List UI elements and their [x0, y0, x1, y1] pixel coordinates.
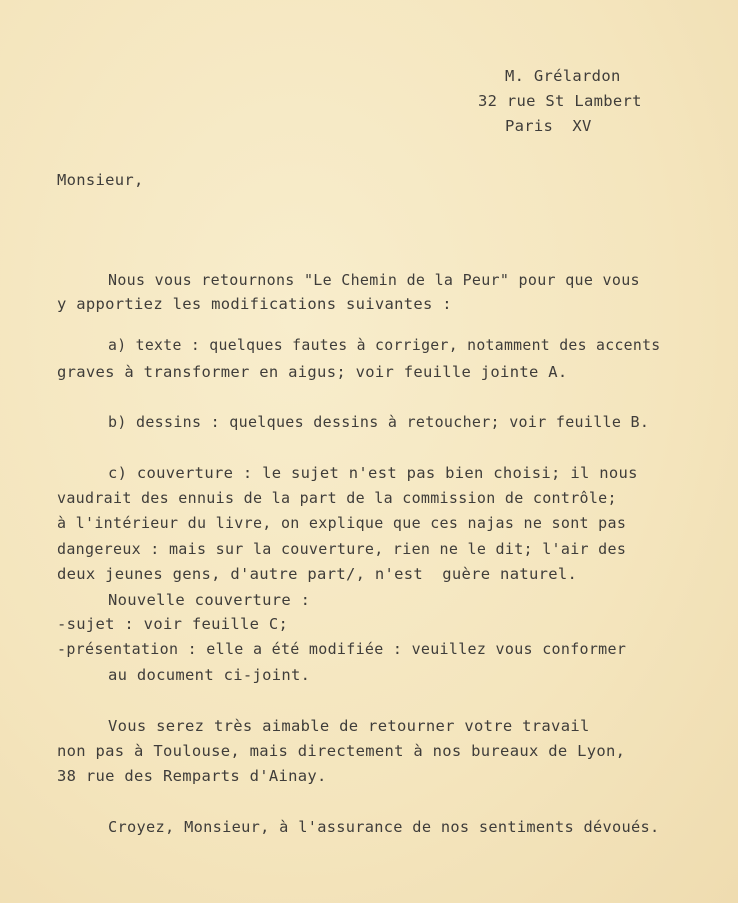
- return-line-3: 38 rue des Remparts d'Ainay.: [57, 767, 327, 785]
- item-c-line-2: vaudrait des ennuis de la part de la commission de contrôle;: [57, 489, 617, 507]
- recipient-city: Paris XV: [505, 117, 592, 135]
- new-cover-presentation: -présentation : elle a été modifiée : veuillez vous conformer: [57, 640, 627, 658]
- new-cover-presentation-cont: au document ci-joint.: [108, 666, 311, 684]
- item-a-line-1: a) texte : quelques fautes à corriger, notamment des accents: [108, 337, 661, 354]
- item-a-line-2: graves à transformer en aigus; voir feuille jointe A.: [57, 363, 568, 381]
- item-c-line-3: à l'intérieur du livre, on explique que ces najas ne sont pas: [57, 514, 627, 532]
- item-c-line-5: deux jeunes gens, d'autre part/, n'est guère naturel.: [57, 565, 578, 583]
- recipient-name: M. Grélardon: [505, 67, 621, 85]
- return-line-2: non pas à Toulouse, mais directement à nos bureaux de Lyon,: [57, 742, 626, 760]
- item-c-line-4: dangereux : mais sur la couverture, rien ne le dit; l'air des: [57, 540, 627, 558]
- closing-formula: Croyez, Monsieur, à l'assurance de nos sentiments dévoués.: [108, 818, 660, 836]
- intro-line-1: Nous vous retournons "Le Chemin de la Peur" pour que vous: [108, 271, 640, 289]
- new-cover-heading: Nouvelle couverture :: [108, 591, 311, 609]
- salutation: Monsieur,: [57, 171, 144, 189]
- item-b: b) dessins : quelques dessins à retoucher; voir feuille B.: [108, 413, 650, 431]
- recipient-street: 32 rue St Lambert: [478, 92, 642, 110]
- return-line-1: Vous serez très aimable de retourner votre travail: [108, 717, 590, 735]
- item-c-line-1: c) couverture : le sujet n'est pas bien choisi; il nous: [108, 464, 638, 482]
- new-cover-subject: -sujet : voir feuille C;: [57, 615, 289, 633]
- intro-line-2: y apportiez les modifications suivantes :: [57, 295, 452, 313]
